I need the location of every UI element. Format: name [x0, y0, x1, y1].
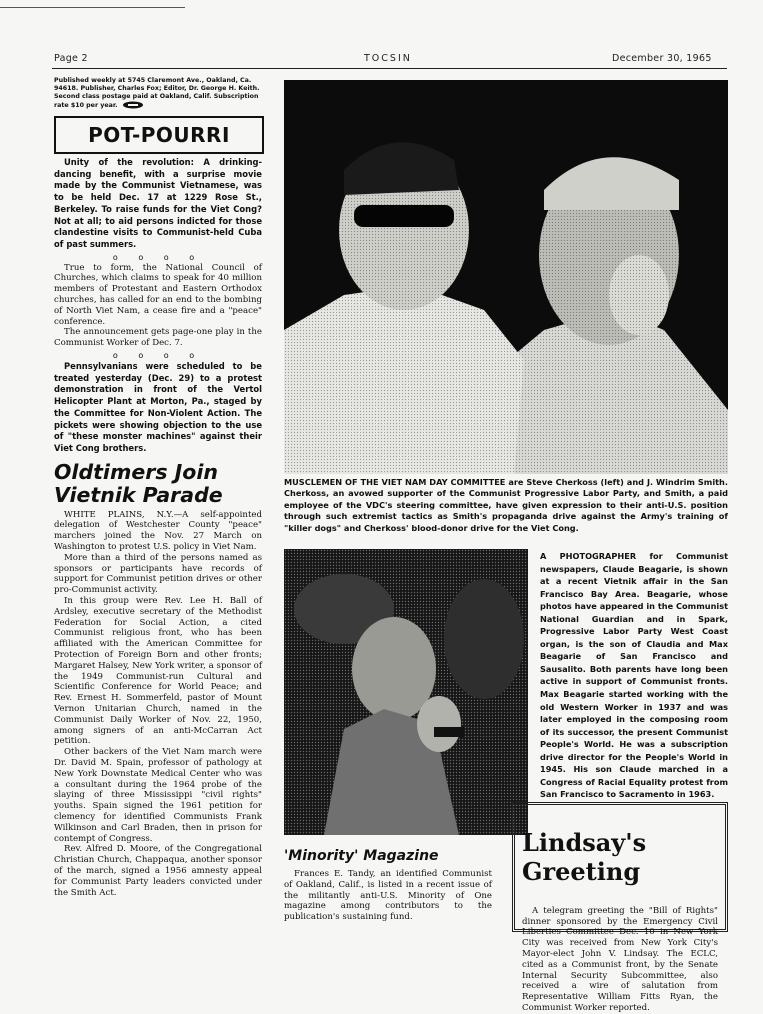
union-bug-icon — [122, 101, 144, 109]
oldtimers-p2: More than a third of the persons named as sponsors or participants have records of support for Communist petition drives or other pro-Communist activity. — [54, 552, 262, 596]
lindsay-headline: Lindsay's Greeting — [522, 827, 647, 886]
photo-musclemen — [284, 80, 728, 474]
left-column — [54, 157, 262, 898]
issue-date: December 30, 1965 — [612, 53, 712, 64]
lindsay-article — [522, 808, 718, 1014]
masthead — [54, 77, 262, 110]
oldtimers-headline — [54, 461, 262, 507]
masthead-text: Published weekly at 5745 Claremont Ave., Oakland, Ca. 94618. Publisher, Charles Fox; Editor, Dr. George H. Keith. Second class postage paid at Oakland, Calif. Subscription rate $10 per year. — [54, 77, 260, 110]
minority-article — [284, 848, 492, 923]
potpourri-item-2: True to form, the National Council of Churches, which claims to speak for 40 million members of Protestant and Eastern Orthodox churches, has called for an end to the bombing of North Viet Nam, a cease fire and a "peace" conference. — [54, 262, 262, 327]
potpourri-title: POT-POURRI — [54, 116, 264, 154]
header-rule — [52, 68, 727, 69]
oldtimers-p5: Rev. Alfred D. Moore, of the Congregational Christian Church, Chappaqua, another sponsor of the march, signed a 1956 amnesty appeal for Communist Party leaders convicted under the Smith Act. — [54, 844, 262, 898]
photo-beagarie-caption: A PHOTOGRAPHER for Communist newspapers, Claude Beagarie, is shown at a recent Vietnik affair in the San Francisco Bay Area. Beagarie, whose photos have appeared in the Communist National Guardian and in Spark, Progressive Labor Party West Coast organ, is the son of Claudia and Max Beagarie of San Francisco and Sausalito. Both parents have long been active in support of Communist fronts. Max Beagarie started working with the old Western Worker in 1937 and was later employed in the composing room of its successor, the present Communist People's World. He was a subscription drive director for the People's World in 1945. His son Claude marched in a Congress of Racial Equality protest from San Francisco to Sacramento in 1963. — [540, 551, 728, 800]
minority-body: Frances E. Tandy, an identified Communist of Oakland, Calif., is listed in a recent issue of the militantly anti-U.S. Minority of One magazine among contributors to the publication's sustaining fund. — [284, 869, 492, 923]
photo-musclemen-caption: MUSCLEMEN OF THE VIET NAM DAY COMMITTEE are Steve Cherkoss (left) and J. Windrim Smith. Cherkoss, an avowed supporter of the Communist Progressive Labor Party, and Smith, a paid employee of the VDC's steering committee, have given expression to their anti-U.S. position through such extremist tactics as Smith's propaganda drive against the Army's training of "killer dogs" and Cherkoss' blood-donor drive for the Viet Cong. — [284, 477, 728, 533]
separator: o o o o — [112, 351, 204, 360]
separator: o o o o — [112, 252, 204, 262]
headline-line-1: Oldtimers Join — [54, 459, 218, 484]
paper-name: TOCSIN — [364, 53, 412, 64]
photo-beagarie — [284, 549, 528, 835]
potpourri-item-3: The announcement gets page-one play in the Communist Worker of Dec. 7. — [54, 327, 262, 349]
oldtimers-p3: In this group were Rev. Lee H. Ball of Ardsley, executive secretary of the Methodist Federation for Social Action, a cited Communist religious front, who has been affiliated with the American Committee for Protection of Foreign Born and other fronts; Margaret Halsey, New York writer, a sponsor of the 1949 Communist-run Cultural and Scientific Conference for World Peace; and Rev. Ernest H. Sommerfeld, pastor of Mount Vernon Unitarian Church, named in the Communist Daily Worker of Nov. 22, 1950, among signers of an anti-McCarran Act petition. — [54, 596, 262, 747]
minority-headline: 'Minority' Magazine — [284, 848, 439, 864]
potpourri-item-1: Unity of the revolution: A drinking-dancing benefit, with a surprise movie made by the Communist Vietnamese, was to be held Dec. 17 at 1229 Rose St., Berkeley. To raise funds for the Viet Cong? Not at all; to aid persons indicted for those clandestine visits to Communist-held Cuba of past summers. — [54, 157, 262, 249]
top-rule — [0, 7, 185, 8]
oldtimers-p1: WHITE PLAINS, N.Y.—A self-appointed delegation of Westchester County "peace" marchers joined the Nov. 27 March on Washington to protest U.S. policy in Viet Nam. — [54, 509, 262, 553]
lindsay-body: A telegram greeting the "Bill of Rights" dinner sponsored by the Emergency Civil Liberties Committee Dec. 10 in New York City was received from New York City's Mayor-elect John V. Lindsay. The ECLC, cited as a Communist front, by the Senate Internal Security Subcommittee, also received a wire of salutation from Representative William Fitts Ryan, the Communist Worker reported. — [522, 905, 718, 1013]
oldtimers-p4: Other backers of the Viet Nam march were Dr. David M. Spain, professor of pathology at New York Downstate Medical Center who was a consultant during the 1964 probe of the slaying of three Mississippi "civil rights" youths. Spain signed the 1961 petition for clemency for identified Communists Frank Wilkinson and Carl Braden, then in prison for contempt of Congress. — [54, 747, 262, 844]
potpourri-item-4: Pennsylvanians were scheduled to be treated yesterday (Dec. 29) to a protest demonstration in front of the Vertol Helicopter Plant at Morton, Pa., staged by the Committee for Non-Violent Action. The pickets were showing objection to the use of "these monster machines" against their Viet Cong brothers. — [54, 361, 262, 453]
headline-line-2: Vietnik Parade — [54, 482, 223, 507]
page-number: Page 2 — [54, 53, 88, 64]
